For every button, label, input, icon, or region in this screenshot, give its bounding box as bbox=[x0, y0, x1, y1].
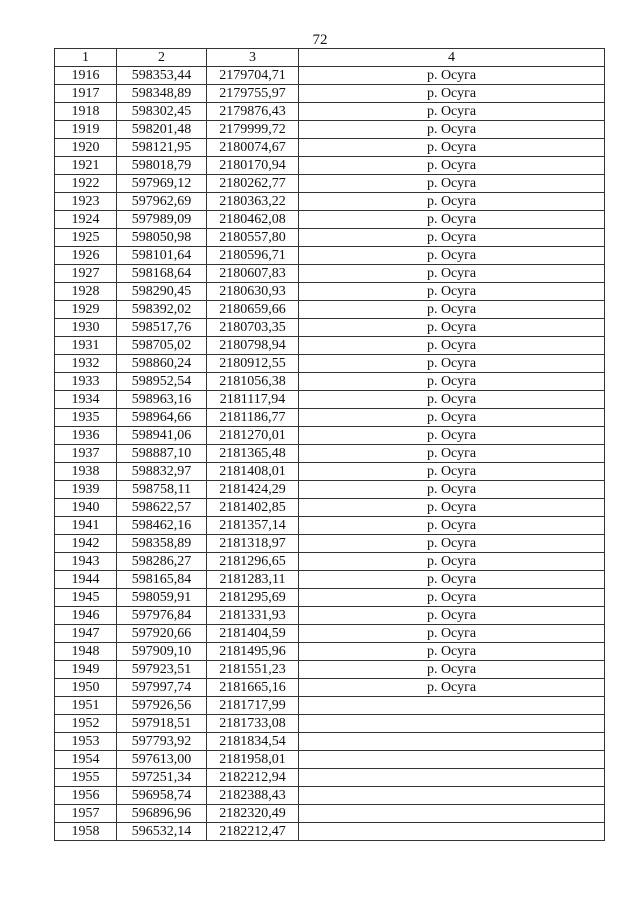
cell-x-coordinate: 597909,10 bbox=[117, 643, 207, 661]
cell-y-coordinate: 2181408,01 bbox=[207, 463, 299, 481]
cell-description bbox=[299, 823, 605, 841]
page-number: 72 bbox=[312, 32, 328, 48]
cell-description: р. Осуга bbox=[299, 121, 605, 139]
cell-description bbox=[299, 697, 605, 715]
cell-x-coordinate: 598622,57 bbox=[117, 499, 207, 517]
cell-x-coordinate: 598168,64 bbox=[117, 265, 207, 283]
table-row bbox=[55, 535, 605, 553]
table-row bbox=[55, 643, 605, 661]
cell-description: р. Осуга bbox=[299, 103, 605, 121]
cell-point-number: 1927 bbox=[55, 265, 117, 283]
cell-point-number: 1958 bbox=[55, 823, 117, 841]
cell-description: р. Осуга bbox=[299, 499, 605, 517]
cell-x-coordinate: 598050,98 bbox=[117, 229, 207, 247]
cell-point-number: 1921 bbox=[55, 157, 117, 175]
table-row bbox=[55, 733, 605, 751]
cell-x-coordinate: 596532,14 bbox=[117, 823, 207, 841]
cell-y-coordinate: 2181958,01 bbox=[207, 751, 299, 769]
cell-x-coordinate: 598941,06 bbox=[117, 427, 207, 445]
cell-x-coordinate: 596896,96 bbox=[117, 805, 207, 823]
column-header-x: 2 bbox=[117, 49, 207, 67]
cell-y-coordinate: 2181318,97 bbox=[207, 535, 299, 553]
table-row bbox=[55, 571, 605, 589]
cell-description: р. Осуга bbox=[299, 229, 605, 247]
cell-y-coordinate: 2181717,99 bbox=[207, 697, 299, 715]
cell-point-number: 1923 bbox=[55, 193, 117, 211]
cell-y-coordinate: 2181186,77 bbox=[207, 409, 299, 427]
cell-point-number: 1941 bbox=[55, 517, 117, 535]
cell-description: р. Осуга bbox=[299, 283, 605, 301]
cell-y-coordinate: 2179704,71 bbox=[207, 67, 299, 85]
cell-point-number: 1944 bbox=[55, 571, 117, 589]
cell-y-coordinate: 2180659,66 bbox=[207, 301, 299, 319]
cell-point-number: 1918 bbox=[55, 103, 117, 121]
cell-y-coordinate: 2181733,08 bbox=[207, 715, 299, 733]
cell-x-coordinate: 598860,24 bbox=[117, 355, 207, 373]
cell-point-number: 1924 bbox=[55, 211, 117, 229]
cell-x-coordinate: 597976,84 bbox=[117, 607, 207, 625]
cell-x-coordinate: 597793,92 bbox=[117, 733, 207, 751]
cell-description: р. Осуга bbox=[299, 643, 605, 661]
cell-point-number: 1919 bbox=[55, 121, 117, 139]
cell-description bbox=[299, 733, 605, 751]
cell-x-coordinate: 598348,89 bbox=[117, 85, 207, 103]
cell-y-coordinate: 2180798,94 bbox=[207, 337, 299, 355]
cell-y-coordinate: 2179755,97 bbox=[207, 85, 299, 103]
cell-x-coordinate: 598758,11 bbox=[117, 481, 207, 499]
cell-point-number: 1936 bbox=[55, 427, 117, 445]
cell-x-coordinate: 597997,74 bbox=[117, 679, 207, 697]
cell-y-coordinate: 2181424,29 bbox=[207, 481, 299, 499]
column-header-y: 3 bbox=[207, 49, 299, 67]
cell-description: р. Осуга bbox=[299, 355, 605, 373]
cell-description: р. Осуга bbox=[299, 535, 605, 553]
cell-x-coordinate: 598286,27 bbox=[117, 553, 207, 571]
table-row bbox=[55, 769, 605, 787]
cell-point-number: 1922 bbox=[55, 175, 117, 193]
cell-y-coordinate: 2180596,71 bbox=[207, 247, 299, 265]
cell-x-coordinate: 597969,12 bbox=[117, 175, 207, 193]
cell-x-coordinate: 596958,74 bbox=[117, 787, 207, 805]
cell-point-number: 1916 bbox=[55, 67, 117, 85]
table-row bbox=[55, 247, 605, 265]
cell-point-number: 1952 bbox=[55, 715, 117, 733]
table-row bbox=[55, 229, 605, 247]
cell-x-coordinate: 597989,09 bbox=[117, 211, 207, 229]
cell-point-number: 1943 bbox=[55, 553, 117, 571]
cell-point-number: 1929 bbox=[55, 301, 117, 319]
cell-description: р. Осуга bbox=[299, 85, 605, 103]
table-row bbox=[55, 193, 605, 211]
cell-x-coordinate: 598018,79 bbox=[117, 157, 207, 175]
cell-point-number: 1951 bbox=[55, 697, 117, 715]
cell-y-coordinate: 2180170,94 bbox=[207, 157, 299, 175]
cell-point-number: 1920 bbox=[55, 139, 117, 157]
table-row bbox=[55, 301, 605, 319]
cell-x-coordinate: 598462,16 bbox=[117, 517, 207, 535]
cell-description: р. Осуга bbox=[299, 139, 605, 157]
cell-x-coordinate: 598963,16 bbox=[117, 391, 207, 409]
cell-point-number: 1935 bbox=[55, 409, 117, 427]
cell-point-number: 1938 bbox=[55, 463, 117, 481]
cell-description: р. Осуга bbox=[299, 427, 605, 445]
table-row bbox=[55, 715, 605, 733]
cell-y-coordinate: 2181331,93 bbox=[207, 607, 299, 625]
table-row bbox=[55, 103, 605, 121]
cell-description: р. Осуга bbox=[299, 301, 605, 319]
table-row bbox=[55, 787, 605, 805]
cell-description: р. Осуга bbox=[299, 157, 605, 175]
cell-y-coordinate: 2180074,67 bbox=[207, 139, 299, 157]
table-row bbox=[55, 445, 605, 463]
cell-x-coordinate: 597926,56 bbox=[117, 697, 207, 715]
cell-point-number: 1933 bbox=[55, 373, 117, 391]
cell-point-number: 1950 bbox=[55, 679, 117, 697]
cell-y-coordinate: 2180262,77 bbox=[207, 175, 299, 193]
coordinates-table bbox=[54, 48, 605, 841]
cell-y-coordinate: 2181402,85 bbox=[207, 499, 299, 517]
cell-description: р. Осуга bbox=[299, 337, 605, 355]
cell-description: р. Осуга bbox=[299, 391, 605, 409]
cell-y-coordinate: 2182320,49 bbox=[207, 805, 299, 823]
cell-description: р. Осуга bbox=[299, 211, 605, 229]
cell-x-coordinate: 598059,91 bbox=[117, 589, 207, 607]
cell-x-coordinate: 598101,64 bbox=[117, 247, 207, 265]
cell-x-coordinate: 598353,44 bbox=[117, 67, 207, 85]
table-row bbox=[55, 751, 605, 769]
cell-x-coordinate: 598832,97 bbox=[117, 463, 207, 481]
cell-y-coordinate: 2181357,14 bbox=[207, 517, 299, 535]
table-row bbox=[55, 625, 605, 643]
cell-point-number: 1917 bbox=[55, 85, 117, 103]
cell-description bbox=[299, 805, 605, 823]
cell-x-coordinate: 598517,76 bbox=[117, 319, 207, 337]
cell-description bbox=[299, 751, 605, 769]
cell-description: р. Осуга bbox=[299, 679, 605, 697]
cell-y-coordinate: 2182212,94 bbox=[207, 769, 299, 787]
table-row bbox=[55, 661, 605, 679]
cell-point-number: 1954 bbox=[55, 751, 117, 769]
cell-x-coordinate: 598121,95 bbox=[117, 139, 207, 157]
table-row bbox=[55, 697, 605, 715]
cell-y-coordinate: 2181834,54 bbox=[207, 733, 299, 751]
cell-y-coordinate: 2181665,16 bbox=[207, 679, 299, 697]
cell-description: р. Осуга bbox=[299, 481, 605, 499]
table-row bbox=[55, 373, 605, 391]
cell-description: р. Осуга bbox=[299, 607, 605, 625]
cell-y-coordinate: 2180703,35 bbox=[207, 319, 299, 337]
cell-description: р. Осуга bbox=[299, 67, 605, 85]
cell-description: р. Осуга bbox=[299, 445, 605, 463]
cell-description: р. Осуга bbox=[299, 265, 605, 283]
table-body bbox=[55, 67, 605, 841]
table-row bbox=[55, 211, 605, 229]
cell-y-coordinate: 2179876,43 bbox=[207, 103, 299, 121]
cell-y-coordinate: 2181404,59 bbox=[207, 625, 299, 643]
cell-description: р. Осуга bbox=[299, 589, 605, 607]
cell-description: р. Осуга bbox=[299, 319, 605, 337]
cell-y-coordinate: 2182212,47 bbox=[207, 823, 299, 841]
table-row bbox=[55, 355, 605, 373]
cell-y-coordinate: 2182388,43 bbox=[207, 787, 299, 805]
cell-x-coordinate: 597613,00 bbox=[117, 751, 207, 769]
cell-description: р. Осуга bbox=[299, 625, 605, 643]
cell-x-coordinate: 597962,69 bbox=[117, 193, 207, 211]
cell-description: р. Осуга bbox=[299, 409, 605, 427]
table-row bbox=[55, 589, 605, 607]
cell-description: р. Осуга bbox=[299, 175, 605, 193]
cell-point-number: 1949 bbox=[55, 661, 117, 679]
cell-y-coordinate: 2181365,48 bbox=[207, 445, 299, 463]
table-row bbox=[55, 607, 605, 625]
table-row bbox=[55, 319, 605, 337]
column-header-number: 1 bbox=[55, 49, 117, 67]
cell-point-number: 1930 bbox=[55, 319, 117, 337]
cell-description: р. Осуга bbox=[299, 661, 605, 679]
table-row bbox=[55, 337, 605, 355]
cell-point-number: 1946 bbox=[55, 607, 117, 625]
cell-point-number: 1934 bbox=[55, 391, 117, 409]
cell-y-coordinate: 2180607,83 bbox=[207, 265, 299, 283]
table-row bbox=[55, 499, 605, 517]
cell-y-coordinate: 2181551,23 bbox=[207, 661, 299, 679]
table-row bbox=[55, 427, 605, 445]
table-row bbox=[55, 157, 605, 175]
table-header-row bbox=[55, 49, 605, 67]
cell-point-number: 1942 bbox=[55, 535, 117, 553]
cell-x-coordinate: 597920,66 bbox=[117, 625, 207, 643]
column-header-description: 4 bbox=[299, 49, 605, 67]
cell-point-number: 1937 bbox=[55, 445, 117, 463]
table-row bbox=[55, 175, 605, 193]
cell-y-coordinate: 2180363,22 bbox=[207, 193, 299, 211]
cell-y-coordinate: 2180557,80 bbox=[207, 229, 299, 247]
table-row bbox=[55, 517, 605, 535]
table-row bbox=[55, 805, 605, 823]
table-row bbox=[55, 553, 605, 571]
table-row bbox=[55, 481, 605, 499]
cell-description bbox=[299, 787, 605, 805]
cell-x-coordinate: 598165,84 bbox=[117, 571, 207, 589]
cell-description: р. Осуга bbox=[299, 193, 605, 211]
cell-x-coordinate: 597918,51 bbox=[117, 715, 207, 733]
cell-description: р. Осуга bbox=[299, 517, 605, 535]
cell-y-coordinate: 2181495,96 bbox=[207, 643, 299, 661]
table-row bbox=[55, 67, 605, 85]
cell-y-coordinate: 2181296,65 bbox=[207, 553, 299, 571]
cell-description: р. Осуга bbox=[299, 247, 605, 265]
cell-point-number: 1932 bbox=[55, 355, 117, 373]
table-row bbox=[55, 265, 605, 283]
cell-point-number: 1940 bbox=[55, 499, 117, 517]
cell-y-coordinate: 2179999,72 bbox=[207, 121, 299, 139]
cell-y-coordinate: 2180912,55 bbox=[207, 355, 299, 373]
cell-point-number: 1926 bbox=[55, 247, 117, 265]
cell-point-number: 1953 bbox=[55, 733, 117, 751]
table-row bbox=[55, 85, 605, 103]
table-row bbox=[55, 139, 605, 157]
cell-x-coordinate: 598201,48 bbox=[117, 121, 207, 139]
cell-point-number: 1947 bbox=[55, 625, 117, 643]
table-row bbox=[55, 391, 605, 409]
cell-point-number: 1945 bbox=[55, 589, 117, 607]
cell-x-coordinate: 598964,66 bbox=[117, 409, 207, 427]
cell-description: р. Осуга bbox=[299, 463, 605, 481]
table-row bbox=[55, 463, 605, 481]
cell-description bbox=[299, 715, 605, 733]
cell-y-coordinate: 2181295,69 bbox=[207, 589, 299, 607]
cell-y-coordinate: 2181056,38 bbox=[207, 373, 299, 391]
table-row bbox=[55, 121, 605, 139]
cell-x-coordinate: 598887,10 bbox=[117, 445, 207, 463]
cell-point-number: 1928 bbox=[55, 283, 117, 301]
cell-point-number: 1948 bbox=[55, 643, 117, 661]
cell-x-coordinate: 598302,45 bbox=[117, 103, 207, 121]
cell-x-coordinate: 597251,34 bbox=[117, 769, 207, 787]
cell-point-number: 1955 bbox=[55, 769, 117, 787]
cell-x-coordinate: 598705,02 bbox=[117, 337, 207, 355]
cell-y-coordinate: 2181270,01 bbox=[207, 427, 299, 445]
cell-description: р. Осуга bbox=[299, 553, 605, 571]
cell-description bbox=[299, 769, 605, 787]
cell-description: р. Осуга bbox=[299, 373, 605, 391]
cell-point-number: 1939 bbox=[55, 481, 117, 499]
cell-x-coordinate: 598952,54 bbox=[117, 373, 207, 391]
cell-description: р. Осуга bbox=[299, 571, 605, 589]
cell-x-coordinate: 597923,51 bbox=[117, 661, 207, 679]
cell-y-coordinate: 2180630,93 bbox=[207, 283, 299, 301]
cell-x-coordinate: 598392,02 bbox=[117, 301, 207, 319]
cell-point-number: 1925 bbox=[55, 229, 117, 247]
cell-y-coordinate: 2180462,08 bbox=[207, 211, 299, 229]
cell-point-number: 1931 bbox=[55, 337, 117, 355]
table-row bbox=[55, 679, 605, 697]
table-row bbox=[55, 283, 605, 301]
cell-point-number: 1956 bbox=[55, 787, 117, 805]
table-row bbox=[55, 823, 605, 841]
cell-y-coordinate: 2181283,11 bbox=[207, 571, 299, 589]
cell-x-coordinate: 598290,45 bbox=[117, 283, 207, 301]
cell-x-coordinate: 598358,89 bbox=[117, 535, 207, 553]
cell-point-number: 1957 bbox=[55, 805, 117, 823]
table-row bbox=[55, 409, 605, 427]
cell-y-coordinate: 2181117,94 bbox=[207, 391, 299, 409]
